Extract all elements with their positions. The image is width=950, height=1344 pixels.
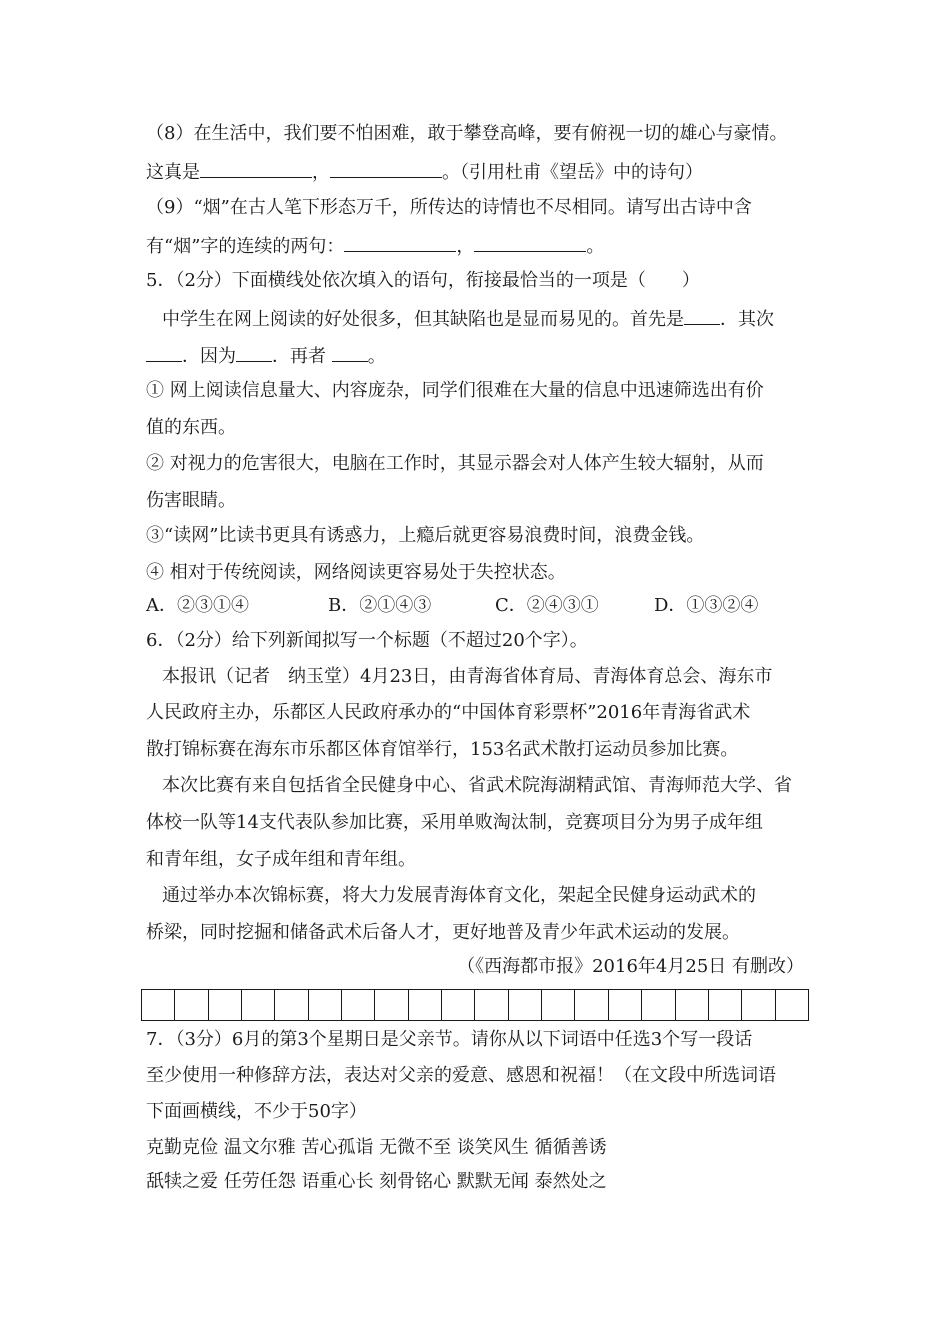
- answer-grid-cell[interactable]: [642, 990, 675, 1020]
- answer-grid-cell[interactable]: [776, 990, 808, 1020]
- q5-sentence-2-line2: 伤害眼睛。: [146, 490, 236, 511]
- answer-grid-cell[interactable]: [609, 990, 642, 1020]
- q6-stem: 6．（2分）给下列新闻拟写一个标题（不超过20个字）。: [146, 630, 588, 651]
- answer-grid-cell[interactable]: [375, 990, 408, 1020]
- q5-sentence-3: ③“读网”比读书更具有诱惑力，上瘾后就更容易浪费时间，浪费金钱。: [146, 525, 705, 546]
- answer-grid-cell[interactable]: [142, 990, 175, 1020]
- q7-stem-line1: 7．（3分）6月的第3个星期日是父亲节。请你从以下词语中任选3个写一段话: [146, 1029, 753, 1050]
- q5-stem: 5．（2分）下面横线处依次填入的语句，衔接最恰当的一项是（ ）: [146, 270, 700, 291]
- q6-para3-line1: 通过举办本次锦标赛，将大力发展青海体育文化，架起全民健身运动武术的: [162, 885, 756, 906]
- q6-para2-line2: 体校一队等14支代表队参加比赛，采用单败淘汰制，竞赛项目分为男子成年组: [146, 812, 763, 833]
- q5-sentence-1-line2: 值的东西。: [146, 417, 236, 438]
- q7-stem-line3: 下面画横线，不少于50字）: [146, 1101, 367, 1122]
- q5-passage-line1: [162, 306, 830, 332]
- answer-blank[interactable]: [344, 233, 456, 252]
- answer-blank[interactable]: [474, 233, 586, 252]
- q5-option-b[interactable]: B．②①④③: [328, 595, 432, 616]
- q5-sentence-4: ④ 相对于传统阅读，网络阅读更容易处于失控状态。: [146, 562, 566, 583]
- q5-option-a[interactable]: A．②③①④: [146, 595, 249, 616]
- answer-grid-cell[interactable]: [175, 990, 208, 1020]
- answer-blank[interactable]: [200, 159, 312, 178]
- answer-grid-cell[interactable]: [242, 990, 275, 1020]
- answer-grid-cell[interactable]: [676, 990, 709, 1020]
- q6-para1-line1: 本报讯（记者 纳玉堂）4月23日，由青海省体育局、青海体育总会、海东市: [162, 666, 773, 687]
- q4-item9-line1: （9）“烟”在古人笔下形态万千，所传达的诗情也不尽相同。请写出古诗中含: [146, 197, 752, 218]
- answer-grid-cell[interactable]: [342, 990, 375, 1020]
- q6-para1-line2: 人民政府主办，乐都区人民政府承办的“中国体育彩票杯”2016年青海省武术: [146, 702, 751, 723]
- answer-grid-cell[interactable]: [742, 990, 775, 1020]
- answer-grid-cell[interactable]: [575, 990, 608, 1020]
- q6-para2-line1: 本次比赛有来自包括省全民健身中心、省武术院海湖精武馆、青海师范大学、省: [162, 775, 792, 796]
- q5-passage-d: ．再者: [272, 346, 326, 367]
- answer-blank[interactable]: [146, 343, 182, 362]
- q7-stem-line2: 至少使用一种修辞方法，表达对父亲的爱意、感恩和祝福！（在文段中所选词语: [146, 1065, 776, 1086]
- q5-option-d[interactable]: D．①③②④: [654, 595, 759, 616]
- q5-option-c[interactable]: C．②④③①: [495, 595, 599, 616]
- q4-item9-suffix: 。: [586, 236, 605, 257]
- q5-passage-a: 中学生在网上阅读的好处很多，但其缺陷也是显而易见的。首先是: [162, 309, 684, 330]
- answer-grid-cell[interactable]: [275, 990, 308, 1020]
- q6-answer-grid[interactable]: [141, 989, 809, 1021]
- q5-passage-e: 。: [367, 346, 386, 367]
- q4-item9-prefix: 有“烟”字的连续的两句：: [146, 236, 345, 257]
- q4-item9-line2: [146, 233, 830, 259]
- q4-item8-line2: [146, 159, 830, 185]
- answer-blank[interactable]: [332, 343, 368, 362]
- answer-grid-cell[interactable]: [509, 990, 542, 1020]
- q6-para3-line2: 桥梁，同时挖掘和储备武术后备人才，更好地普及青少年武术运动的发展。: [146, 922, 740, 943]
- q5-passage-line2: [146, 343, 830, 369]
- answer-grid-cell[interactable]: [409, 990, 442, 1020]
- q4-item8-line1: （8）在生活中，我们要不怕困难，敢于攀登高峰，要有俯视一切的雄心与豪情。: [146, 123, 788, 144]
- q6-source: （《西海都市报》2016年4月25日 有删改）: [457, 956, 804, 977]
- answer-grid-cell[interactable]: [709, 990, 742, 1020]
- q6-para2-line3: 和青年组，女子成年组和青年组。: [146, 849, 416, 870]
- q5-passage-c: ．因为: [182, 346, 236, 367]
- q4-item8-suffix: 。（引用杜甫《望岳》中的诗句）: [442, 162, 703, 183]
- answer-blank[interactable]: [236, 343, 272, 362]
- answer-grid-cell[interactable]: [209, 990, 242, 1020]
- answer-grid-cell[interactable]: [542, 990, 575, 1020]
- q5-passage-b: ．其次: [720, 309, 774, 330]
- answer-grid-cell[interactable]: [309, 990, 342, 1020]
- q7-words-line1: 克勤克俭 温文尔雅 苦心孤诣 无微不至 谈笑风生 循循善诱: [146, 1137, 607, 1158]
- answer-blank[interactable]: [330, 159, 442, 178]
- q7-words-line2: 舐犊之爱 任劳任怨 语重心长 刻骨铭心 默默无闻 泰然处之: [146, 1171, 607, 1192]
- answer-grid-cell[interactable]: [442, 990, 475, 1020]
- q4-item8-prefix: 这真是: [146, 162, 200, 183]
- q4-item9-sep: ，: [456, 236, 475, 257]
- answer-blank[interactable]: [684, 306, 720, 325]
- q6-para1-line3: 散打锦标赛在海东市乐都区体育馆举行，153名武术散打运动员参加比赛。: [146, 739, 739, 760]
- q5-sentence-1-line1: ① 网上阅读信息量大、内容庞杂，同学们很难在大量的信息中迅速筛选出有价: [146, 380, 764, 401]
- answer-grid-cell[interactable]: [475, 990, 508, 1020]
- q4-item8-sep: ，: [312, 162, 330, 183]
- q5-sentence-2-line1: ② 对视力的危害很大，电脑在工作时，其显示器会对人体产生较大辐射，从而: [146, 453, 764, 474]
